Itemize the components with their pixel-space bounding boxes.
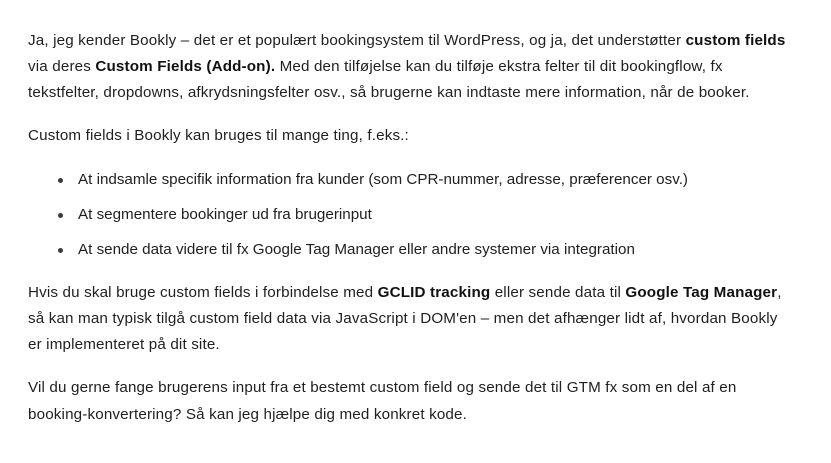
body-text: Vil du gerne fange brugerens input fra et bestemt custom field og sende det til GTM fx som en del af en booking-konvertering? Så kan jeg hjælpe dig med konkret kode. [28, 379, 741, 423]
emphasis-text: custom fields [685, 32, 786, 49]
usecase-list [28, 167, 795, 263]
paragraph-intro [28, 28, 795, 106]
paragraph-followup-question [28, 375, 795, 427]
paragraph-usecases-lead [28, 123, 795, 149]
body-text: , så kan man typisk tilgå custom field data via JavaScript i DOM'en – men det afhænger lidt af, hvordan Bookly er implementeret på dit site. [28, 283, 786, 354]
list-item [54, 237, 795, 263]
body-text: eller sende data til [490, 283, 626, 301]
emphasis-text: GCLID tracking [377, 283, 491, 301]
body-text: Custom fields i Bookly kan bruges til mange ting, f.eks.: [28, 127, 409, 145]
body-text: At segmentere bookinger ud fra brugerinput [78, 205, 372, 223]
paragraph-gclid-tracking [28, 280, 795, 358]
emphasis-text: Custom Fields (Add-on). [95, 58, 276, 76]
emphasis-text: Google Tag Manager [625, 283, 778, 301]
body-text: At indsamle specifik information fra kunder (som CPR-nummer, adresse, præferencer osv.) [78, 170, 688, 188]
body-text: Med den tilføjelse kan du tilføje ekstra felter til dit bookingflow, fx tekstfelter, dropdowns, afkrydsningsfelter osv., så brugerne kan indtaste mere information, når de booker. [28, 58, 750, 102]
body-text: Ja, jeg kender Bookly – det er et populært bookingsystem til WordPress, og ja, det understøtter [28, 32, 686, 49]
body-text: At sende data videre til fx Google Tag Manager eller andre systemer via integration [78, 240, 635, 258]
body-text: via deres [28, 32, 790, 76]
list-item [54, 202, 795, 228]
body-text: Hvis du skal bruge custom fields i forbindelse med [28, 283, 378, 301]
list-item [54, 167, 795, 193]
